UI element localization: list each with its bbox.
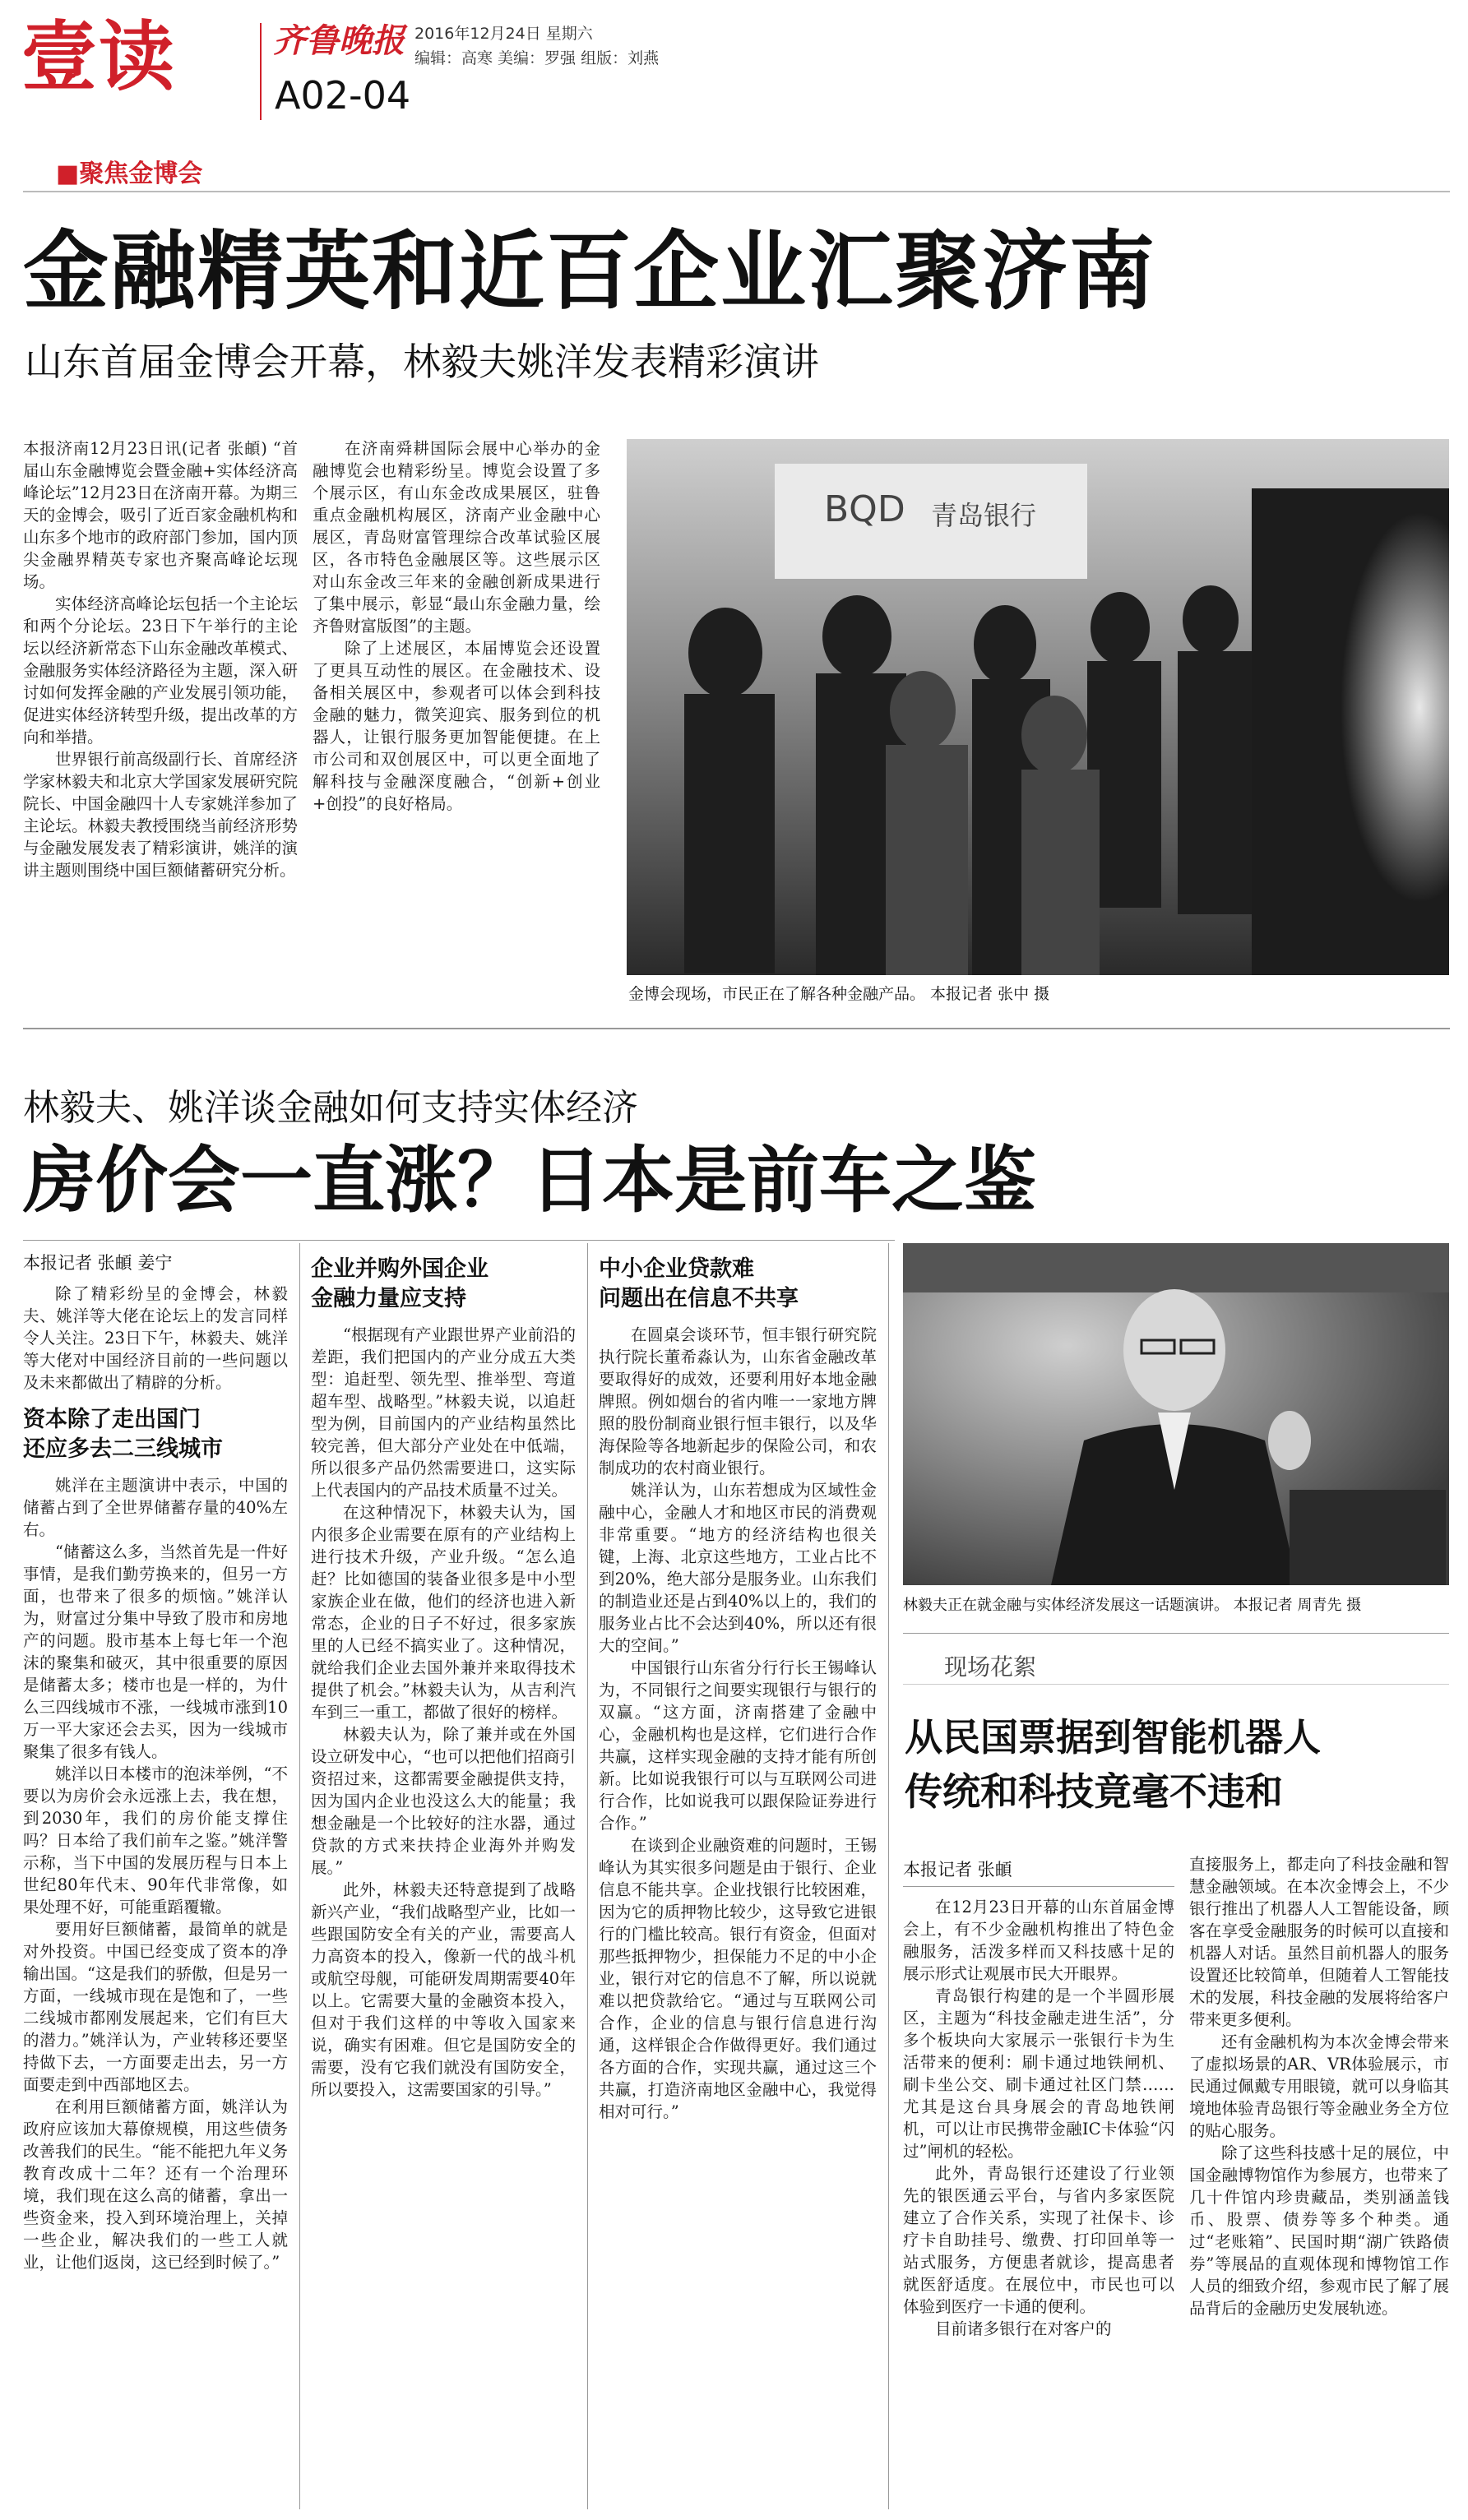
lead-subhead: 山东首届金博会开幕，林毅夫姚洋发表精彩演讲: [25, 340, 819, 384]
paragraph: 林毅夫认为，除了兼并或在外国设立研发中心，“也可以把他们招商引资招过来，这都需要金融提供支持，因为国内企业也没这么大的能量；我想金融是一个比较好的注水器，通过贷款的方式来扶持企业海外并购发展。”: [311, 1725, 576, 1877]
feature-byline: 本报记者 张頔 姜宁: [23, 1253, 173, 1273]
paragraph: 世界银行前高级副行长、首席经济学家林毅夫和北京大学国家发展研究院院长、中国金融四十人专家姚洋参加了主论坛。林毅夫教授围绕当前经济形势与金融发展发表了精彩演讲，姚洋的演讲主题则围绕中国巨额储蓄研究分析。: [23, 750, 298, 880]
paragraph: 除了上述展区，本届博览会还设置了更具互动性的展区。在金融技术、设备相关展区中，参观者可以体会到科技金融的魅力，微笑迎宾、服务到位的机器人，让银行服务更加智能便捷。在上市公司和双创展区中，可以更全面地了解科技与金融深度融合，“创新+创业+创投”的良好格局。: [313, 639, 600, 813]
paragraph: 在这种情况下，林毅夫认为，国内很多企业需要在原有的产业结构上进行技术升级，产业升级。“怎么追赶？比如德国的装备业很多是中小型家族企业在做，他们的经济也进入新常态，企业的日子不好过，很多家族里的人已经不搞实业了。这种情况，就给我们企业去国外兼并来取得技术提供了机会。”林毅夫认为，从吉利汽车到三一重工，都做了很好的榜样。: [311, 1503, 576, 1722]
paragraph: “储蓄这么多，当然首先是一件好事情，是我们勤劳换来的，但另一方面，也带来了很多的烦恼。”姚洋认为，财富过分集中导致了股市和房地产的问题。股市基本上每七年一个泡沫的聚集和破灭，其中很重要的原因是储蓄太多；楼市也是一样的，为什么三四线城市不涨，一线城市涨到10万一平大家还会去买，因为一线城市聚集了很多有钱人。: [23, 1542, 288, 1761]
masthead-rule: [23, 191, 1450, 192]
paragraph: 要用好巨额储蓄，最简单的就是对外投资。中国已经变成了资本的净输出国。“这是我们的骄傲，但是另一方面，一线城市现在是饱和了，一些二线城市都刚发展起来，它们有巨大的潜力。”姚洋认为，产业转移还要坚持做下去，一方面要走出去，另一方面要走到中西部地区去。: [23, 1920, 288, 2094]
section-divider: [23, 1028, 1450, 1029]
paragraph: 还有金融机构为本次金博会带来了虚拟场景的AR、VR体验展示，市民通过佩戴专用眼镜，就可以身临其境地体验青岛银行等金融业务全方位的贴心服务。: [1189, 2032, 1449, 2140]
lead-column-1: [23, 437, 298, 1013]
paragraph: 实体经济高峰论坛包括一个主论坛和两个分论坛。23日下午举行的主论坛以经济新常态下山东金融改革模式、金融服务实体经济路径为主题，深入研讨如何发挥金融的产业发展引领功能，促进实体经济转型升级，提出改革的方向和举措。: [23, 594, 298, 747]
subheading: 中小企业贷款难 问题出在信息不共享: [599, 1256, 799, 1311]
feature-photo-caption: 林毅夫正在就金融与实体经济发展这一话题演讲。 本报记者 周青先 摄: [903, 1597, 1362, 1614]
paragraph: 目前诸多银行在对客户的: [935, 2319, 1112, 2338]
paragraph: 除了这些科技感十足的展位，中国金融博物馆作为参展方，也带来了几十件馆内珍贵藏品，类别涵盖钱币、股票、债券等多个种类。通过“老账箱”、民国时期“湖广铁路债券”等展品的直观体现和博物馆工作人员的细致介绍，参观市民了解了展品背后的金融历史发展轨迹。: [1189, 2143, 1449, 2318]
feature-column-1: [23, 1283, 288, 2508]
paragraph: 在利用巨额储蓄方面，姚洋认为政府应该加大幕僚规模，用这些债务改善我们的民生。“能不能把九年义务教育改成十二年？还有一个治理环境，我们现在这么高的储蓄，拿出一些资金来，投入到环境治理上，关掉一些企业，解决我们的一些工人就业，让他们返岗，这已经到时候了。”: [23, 2097, 288, 2272]
subheading: 资本除了走出国门 还应多去二三线城市: [23, 1407, 223, 1462]
paragraph: “根据现有产业跟世界产业前沿的差距，我们把国内的产业分成五大类型：追赶型、领先型、推举型、弯道超车型、战略型。”林毅夫说，以追赶型为例，目前国内的产业结构虽然比较完善，但大部分产业处在中低端，所以很多产品仍然需要进口，这实际上代表国内的产品技术质量不过关。: [311, 1325, 576, 1500]
section-title: 壹读: [21, 13, 177, 101]
side-byline-rule: [903, 1886, 1174, 1887]
editors-line: 编辑：高寒 美编：罗强 组版：刘燕: [414, 49, 660, 67]
paragraph: 本报济南12月23日讯(记者 张頔) “首届山东金融博览会暨金融+实体经济高峰论坛”12月23日在济南开幕。为期三天的金博会，吸引了近百家金融机构和山东多个地市的政府部门参加，国内顶尖金融界精英专家也齐聚高峰论坛现场。: [23, 439, 298, 591]
feature-kicker: 林毅夫、姚洋谈金融如何支持实体经济: [23, 1087, 638, 1129]
paragraph: 除了精彩纷呈的金博会，林毅夫、姚洋等大佬在论坛上的发言同样令人关注。23日下午，林毅夫、姚洋等大佬对中国经济目前的一些问题以及未来都做出了精辟的分析。: [23, 1284, 288, 1392]
feature-column-3: [599, 1243, 877, 2509]
page-number: A02-04: [275, 73, 411, 118]
subheading: 企业并购外国企业 金融力量应支持: [311, 1256, 489, 1311]
column-rule-2: [587, 1243, 588, 2509]
paper-logo: 齐鲁晚报: [273, 21, 405, 60]
paragraph: 在圆桌会谈环节，恒丰银行研究院执行院长董希淼认为，山东省金融改革要取得好的成效，还要利用好本地金融牌照。例如烟台的省内唯一一家地方牌照的股份制商业银行恒丰银行，以及华海保险等各地新起步的保险公司，和农制成功的农村商业银行。: [599, 1325, 877, 1477]
column-tag: ■聚焦金博会: [56, 160, 203, 188]
paragraph: 在12月23日开幕的山东首届金博会上，有不少金融机构推出了特色金融服务，活泼多样而又科技感十足的展示形式让观展市民大开眼界。: [903, 1898, 1174, 1983]
side-headline: 从民国票据到智能机器人 传统和科技竟毫不违和: [905, 1715, 1321, 1814]
paragraph: 青岛银行构建的是一个半圆形展区，主题为“科技金融走进生活”，分多个板块向大家展示一张银行卡为生活带来的便利：刷卡通过地铁闸机、刷卡坐公交、刷卡通过社区门禁……尤其是这台具身展会的青岛地铁闸机，可以让市民携带金融IC卡体验“闪过”闸机的轻松。: [903, 1986, 1174, 2161]
lead-photo-caption: 金博会现场，市民正在了解各种金融产品。 本报记者 张中 摄: [628, 985, 1050, 1003]
side-column-2: [1189, 1853, 1449, 2511]
paragraph: 在谈到企业融资难的问题时，王锡峰认为其实很多问题是由于银行、企业信息不能共享。企业找银行比较困难，因为它的质押物比较少，这导致它进银行的门槛比较高。银行有资金，但面对那些抵押物少，担保能力不足的中小企业，银行对它的信息不了解，所以说就难以把贷款给它。“通过与互联网公司合作，企业的信息与银行信息进行沟通，这样银企合作做得更好。我们通过各方面的合作，实现共赢，通过这三个共赢，打造济南地区金融中心，我觉得相对可行。”: [599, 1836, 877, 2121]
bqd-sign-text: BQD: [824, 488, 905, 530]
feature-headline: 房价会一直涨？日本是前车之鉴: [23, 1138, 1037, 1223]
masthead-divider: [260, 23, 262, 120]
paragraph: 姚洋在主题演讲中表示，中国的储蓄占到了全世界储蓄存量的40%左右。: [23, 1476, 288, 1539]
lead-headline: 金融精英和近百企业汇聚济南: [23, 221, 1157, 321]
column-rule-3: [888, 1243, 889, 2509]
bank-sign-text: 青岛银行: [931, 500, 1037, 531]
paragraph: 中国银行山东省分行行长王锡峰认为，不同银行之间要实现银行与银行的双赢。“这方面，济南搭建了金融中心，金融机构也是这样，它们进行合作共赢，这样实现金融的支持才能有所创新。比如说我银行可以与互联网公司进行合作，比如说我可以跟保险证券进行合作。”: [599, 1658, 877, 1833]
column-rule-1: [299, 1243, 300, 2509]
paragraph: 直接服务上，都走向了科技金融和智慧金融领域。在本次金博会上，不少银行推出了机器人人工智能设备，顾客在享受金融服务的时候可以直接和机器人对话。虽然目前机器人的服务设置还比较简单，但随着人工智能技术的发展，科技金融的发展将给客户带来更多便利。: [1189, 1855, 1449, 2029]
paragraph: 姚洋认为，山东若想成为区域性金融中心，金融人才和地区市民的消费观非常重要。“地方的经济结构也很关键，上海、北京这些地方，工业占比不到20%，绝大部分是服务业。山东我们的制造业还是占到40%以上的，我们的服务业占比不会达到40%，所以还有很大的空间。”: [599, 1481, 877, 1655]
side-column-tag: 现场花絮: [944, 1653, 1037, 1681]
feature-byline-rule: [23, 1240, 895, 1241]
paragraph: 在济南舜耕国际会展中心举办的金融博览会也精彩纷呈。博览会设置了多个展示区，有山东金改成果展区，驻鲁重点金融机构展区，济南产业金融中心展区，青岛财富管理综合改革试验区展区，各市特色金融展区等。这些展示区对山东金改三年来的金融创新成果进行了集中展示，彰显“最山东金融力量，绘齐鲁财富版图”的主题。: [313, 439, 600, 636]
side-top-rule: [903, 1633, 1449, 1634]
paragraph: 此外，林毅夫还特意提到了战略新兴产业，“我们战略型产业，比如一些跟国防安全有关的产业，需要高人力高资本的投入，像新一代的战斗机或航空母舰，可能研发周期需要40年以上。它需要大量的金融资本投入，但对于我们这样的中等收入国家来说，确实有困难。但它是国防安全的需要，没有它我们就没有国防安全，所以要投入，这需要国家的引导。”: [311, 1880, 576, 2099]
paragraph: 此外，青岛银行还建设了行业领先的银医通云平台，与省内多家医院建立了合作关系，实现了社保卡、诊疗卡自助挂号、缴费、打印回单等一站式服务，方便患者就诊，提高患者就医舒适度。在展位中，市民也可以体验到医疗一卡通的便利。: [903, 2164, 1174, 2316]
lead-photo: [627, 439, 1449, 975]
side-tag-rule: [903, 1684, 1449, 1685]
feature-photo: [903, 1243, 1449, 1585]
issue-date: 2016年12月24日 星期六: [414, 25, 593, 43]
side-byline: 本报记者 张頔: [903, 1860, 1012, 1880]
side-column-1: [903, 1896, 1174, 2511]
feature-column-2: [311, 1243, 576, 2509]
paragraph: 姚洋以日本楼市的泡沫举例，“不要以为房价会永远涨上去，我在想，到2030年，我们的房价能支撑住吗？日本给了我们前车之鉴。”姚洋警示称，当下中国的发展历程与日本上世纪80年代末、90年代非常像，如果处理不好，可能重蹈覆辙。: [23, 1764, 288, 1917]
lead-column-2: [313, 437, 600, 1013]
